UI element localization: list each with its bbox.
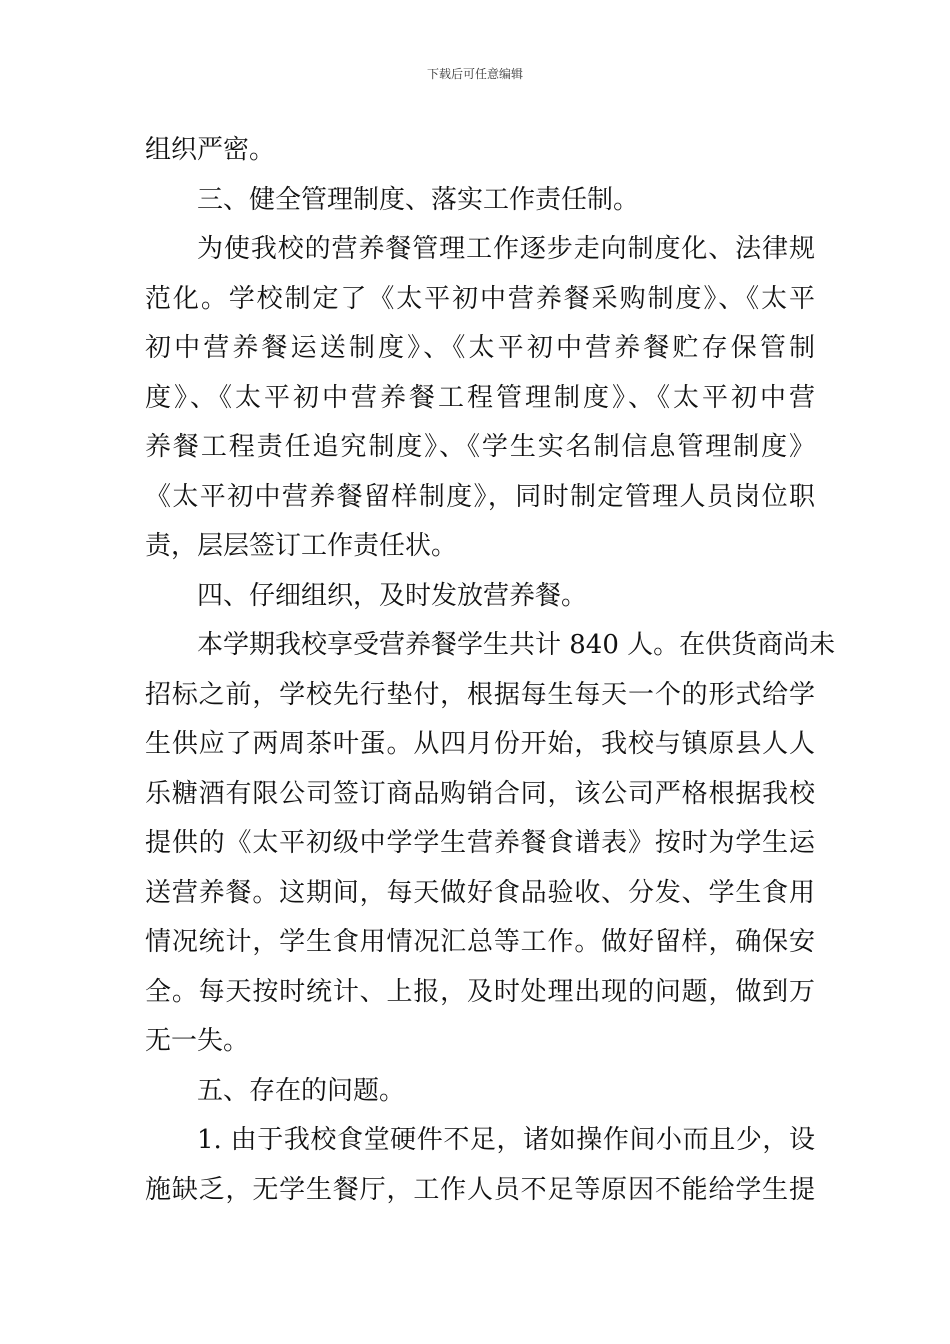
text-line: 《太平初中营养餐留样制度》，同时制定管理人员岗位职 <box>145 481 815 512</box>
text-line: 情况统计，学生食用情况汇总等工作。做好留样，确保安 <box>145 927 815 957</box>
text-line: 责，层层签订工作责任状。 <box>145 531 458 561</box>
document-body <box>145 126 836 1215</box>
text-line: 全。每天按时统计、上报，及时处理出现的问题，做到万 <box>145 976 815 1007</box>
text-line: 招标之前，学校先行垫付，根据每生每天一个的形式给学 <box>145 679 815 710</box>
text-line: 乐糖酒有限公司签订商品购销合同，该公司严格根据我校 <box>145 778 815 809</box>
text-line: 养餐工程责任追究制度》、《学生实名制信息管理制度》 <box>145 432 815 462</box>
text-line: 提供的《太平初级中学学生营养餐食谱表》按时为学生运 <box>145 828 815 858</box>
section-heading: 三、健全管理制度、落实工作责任制。 <box>197 184 640 215</box>
text-line: 生供应了两周茶叶蛋。从四月份开始，我校与镇原县人人 <box>145 729 815 759</box>
text-line: 范化。学校制定了《太平初中营养餐采购制度》、《太平 <box>145 283 815 314</box>
text-line: 为使我校的营养餐管理工作逐步走向制度化、法律规 <box>197 234 815 264</box>
page-header: 下载后可任意编辑 <box>426 67 523 81</box>
section-heading: 五、存在的问题。 <box>197 1075 406 1106</box>
text-line: 1. 由于我校食堂硬件不足，诸如操作间小而且少，设 <box>197 1125 815 1155</box>
section-heading: 四、仔细组织，及时发放营养餐。 <box>197 580 588 611</box>
text-line: 度》、《太平初中营养餐工程管理制度》、《太平初中营 <box>145 382 815 413</box>
text-line: 送营养餐。这期间，每天做好食品验收、分发、学生食用 <box>145 877 815 908</box>
text-line: 组织严密。 <box>145 135 276 165</box>
text-line: 初中营养餐运送制度》、《太平初中营养餐贮存保管制 <box>145 333 815 363</box>
text-line: 无一失。 <box>145 1026 250 1056</box>
text-line: 本学期我校享受营养餐学生共计 840 人。在供货商尚未 <box>197 630 836 660</box>
text-line: 施缺乏，无学生餐厅，工作人员不足等原因不能给学生提 <box>145 1174 815 1205</box>
